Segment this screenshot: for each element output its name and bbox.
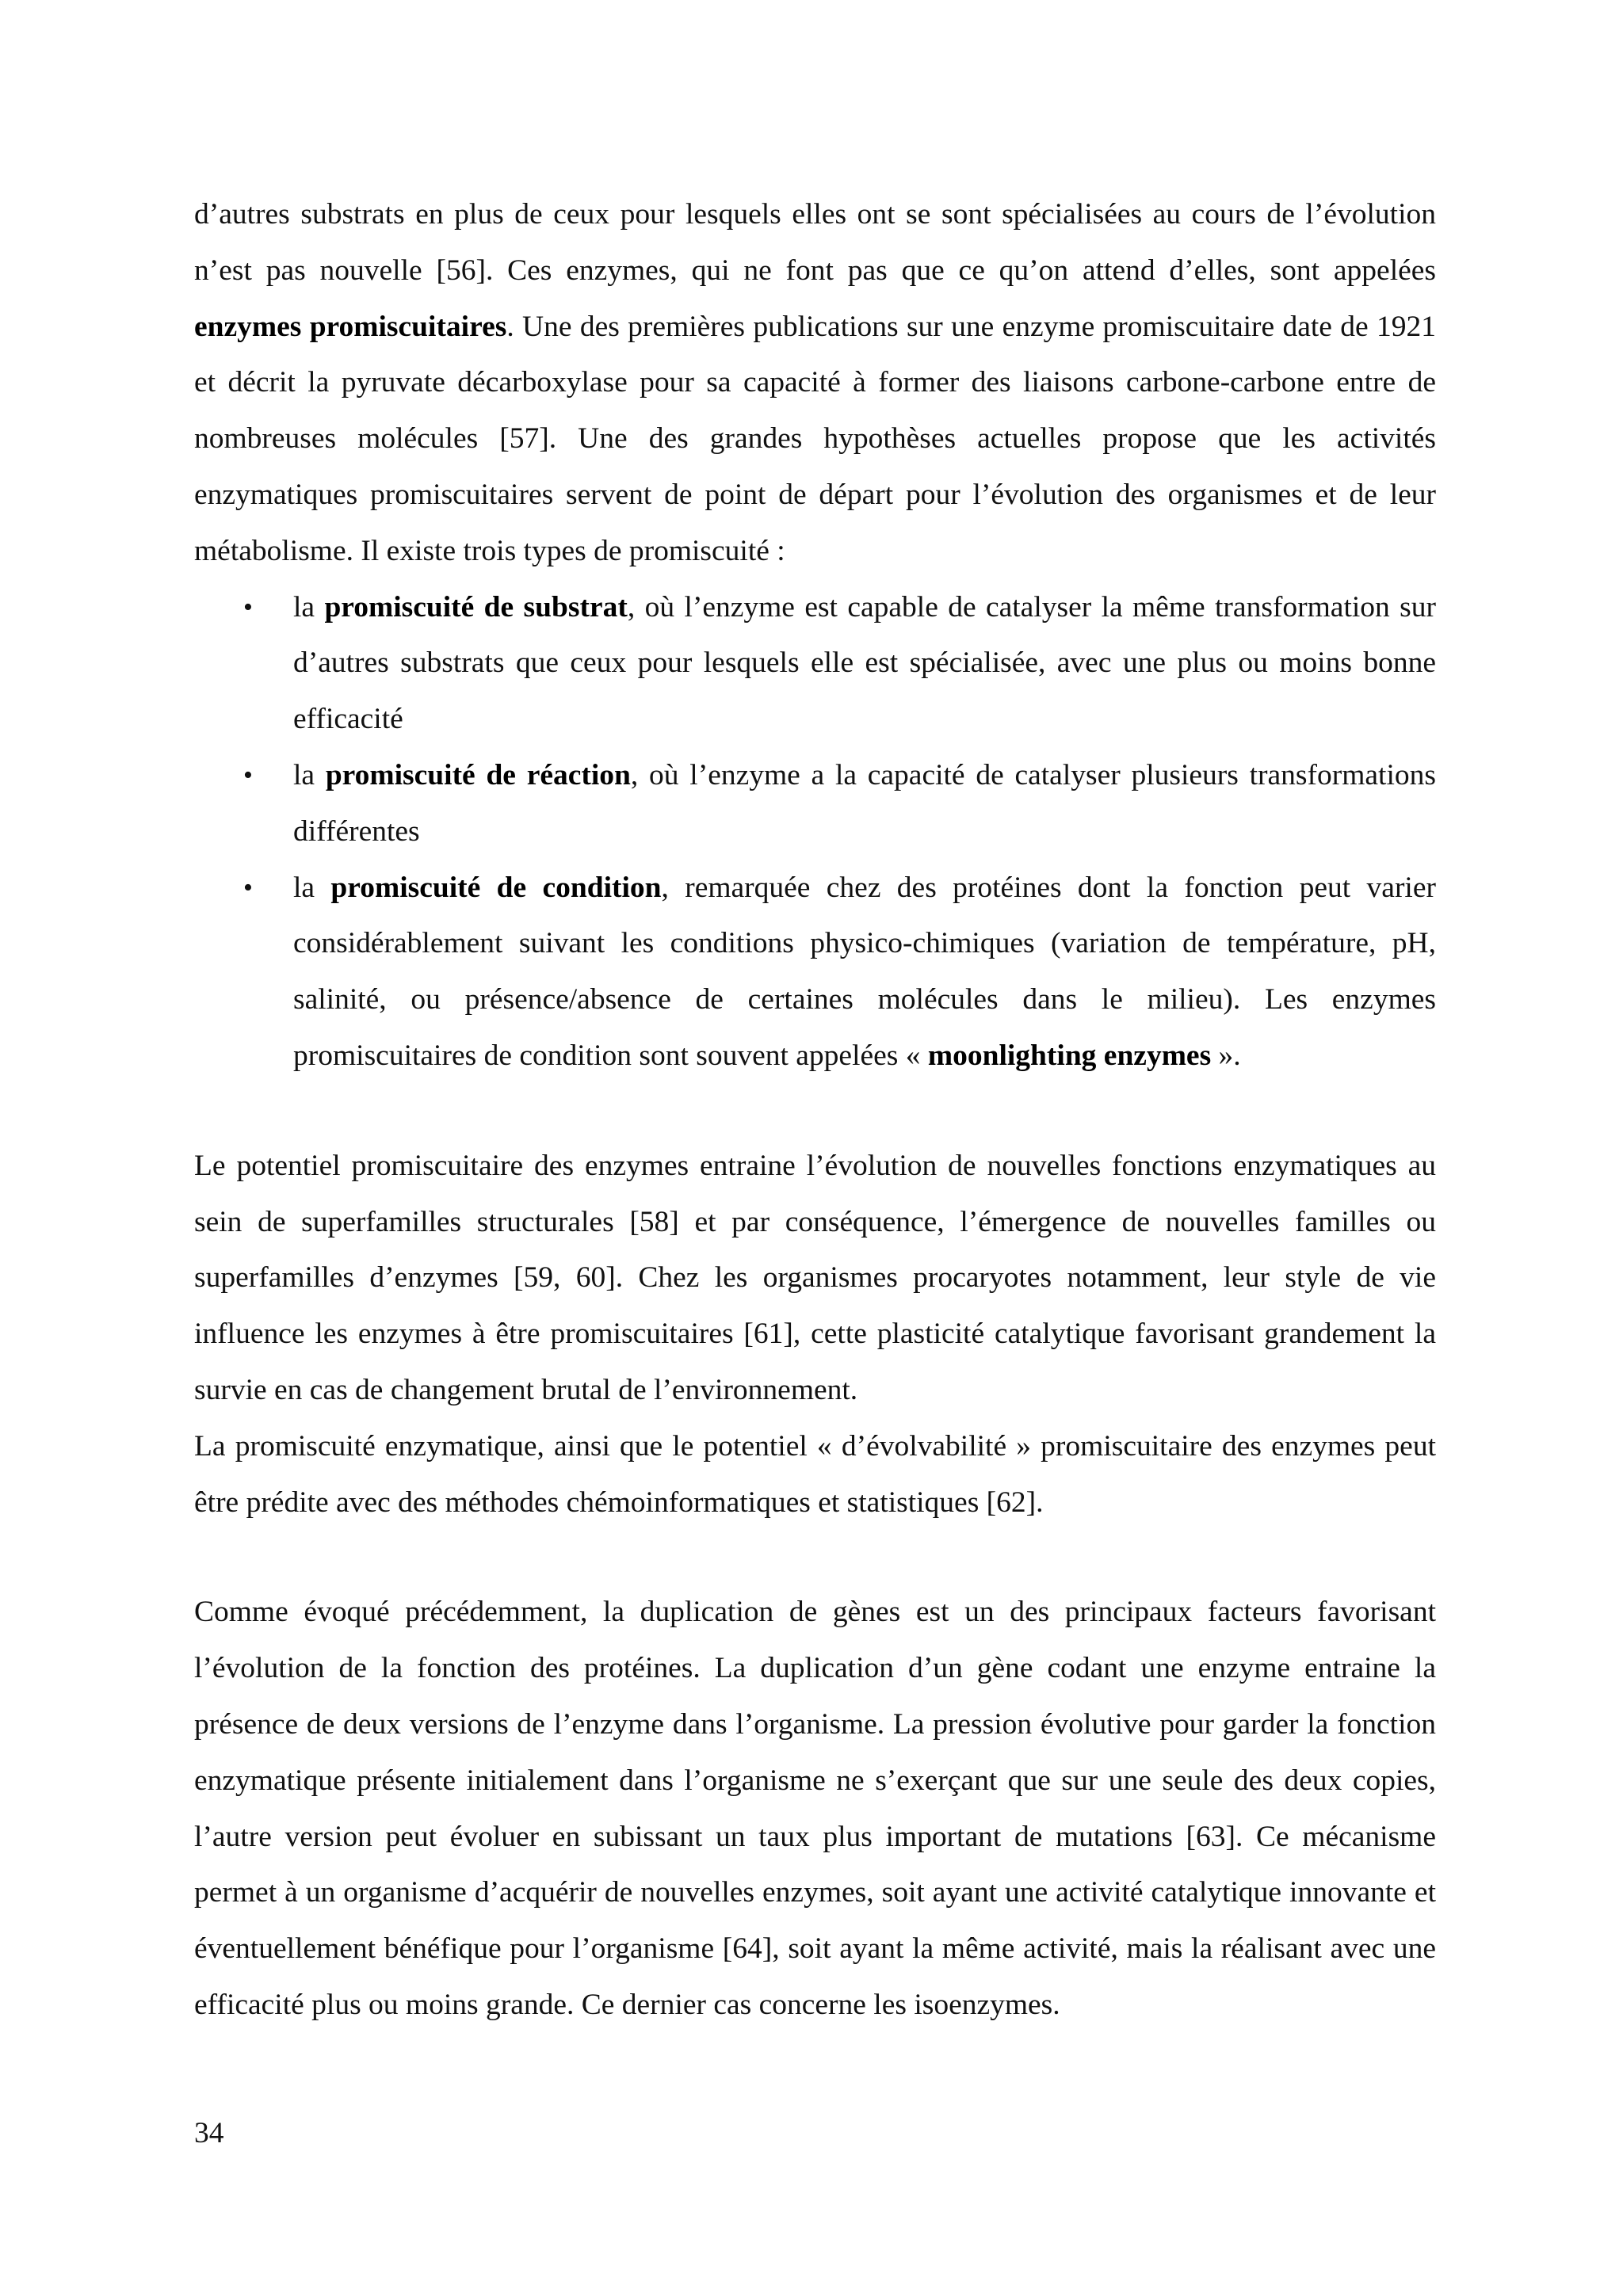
term-promiscuite-substrat: promiscuité de substrat [324, 590, 628, 624]
bullet-icon: • [243, 872, 253, 902]
term-promiscuite-reaction: promiscuité de réaction [325, 758, 631, 791]
list-item: • la promiscuité de substrat, où l’enzyme est capable de catalyser la même transformation sur d’autres substrats que ceux pour lesquels elle est spécialisée, avec une plus ou moins bonne efficacité [194, 580, 1436, 748]
paragraph-spacer [194, 1085, 1436, 1138]
paragraph-promiscuity-intro: d’autres substrats en plus de ceux pour lesquels elles ont se sont spécialisées au cours de l’évolution n’est pas nouvelle [56]. Ces enzymes, qui ne font pas que ce qu’on attend d’elles, sont appelées enzymes promiscuitaires. Une des premières publications sur une enzyme promiscuitaire date de 1921 et décrit la pyruvate décarboxylase pour sa capacité à former des liaisons carbone-carbone entre de nombreuses molécules [57]. Une des grandes hypothèses actuelles propose que les activités enzymatiques promiscuitaires servent de point de départ pour l’évolution des organismes et de leur métabolisme. Il existe trois types de promiscuité : [194, 198, 1436, 567]
paragraph-spacer [194, 1531, 1436, 1585]
paragraph-gene-duplication: Comme évoqué précédemment, la duplication de gènes est un des principaux facteurs favorisant l’évolution de la fonction des protéines. La duplication d’un gène codant une enzyme entraine la présence de deux versions de l’enzyme dans l’organisme. La pression évolutive pour garder la fonction enzymatique présente initialement dans l’organisme ne s’exerçant que sur une seule des deux copies, l’autre version peut évoluer en subissant un taux plus important de mutations [63]. Ce mécanisme permet à un organisme d’acquérir de nouvelles enzymes, soit ayant une activité catalytique innovante et éventuellement bénéfique pour l’organisme [64], soit ayant la même activité, mais la réalisant avec une efficacité plus ou moins grande. Ce dernier cas concerne les isoenzymes. [194, 1596, 1436, 2021]
list-item: • la promiscuité de condition, remarquée chez des protéines dont la fonction peut varier considérablement suivant les conditions physico-chimiques (variation de température, pH, salinité, ou présence/absence de certaines molécules dans le milieu). Les enzymes promiscuitaires de condition sont souvent appelées « moonlighting enzymes ». [194, 860, 1436, 1085]
paragraph-promiscuity-evolution: Le potentiel promiscuitaire des enzymes entraine l’évolution de nouvelles fonctions enzymatiques au sein de superfamilles structurales [58] et par conséquence, l’émergence de nouvelles familles ou superfamilles d’enzymes [59, 60]. Chez les organismes procaryotes notamment, leur style de vie influence les enzymes à être promiscuitaires [61], cette plasticité catalytique favorisant grandement la survie en cas de changement brutal de l’environnement. [194, 1149, 1436, 1406]
term-enzymes-promiscuitaires: enzymes promiscuitaires [194, 310, 507, 343]
bullet-icon: • [243, 592, 253, 622]
promiscuity-types-list [194, 580, 1436, 1085]
term-promiscuite-condition: promiscuité de condition [330, 871, 662, 904]
bullet-icon: • [243, 760, 253, 790]
document-body [194, 187, 1436, 2034]
paragraph-promiscuity-prediction: La promiscuité enzymatique, ainsi que le potentiel « d’évolvabilité » promiscuitaire des enzymes peut être prédite avec des méthodes chémoinformatiques et statistiques [62]. [194, 1429, 1436, 1519]
page-number: 34 [194, 2117, 224, 2149]
term-moonlighting-enzymes: moonlighting enzymes [927, 1039, 1212, 1072]
list-item: • la promiscuité de réaction, où l’enzyme a la capacité de catalyser plusieurs transformations différentes [194, 748, 1436, 860]
